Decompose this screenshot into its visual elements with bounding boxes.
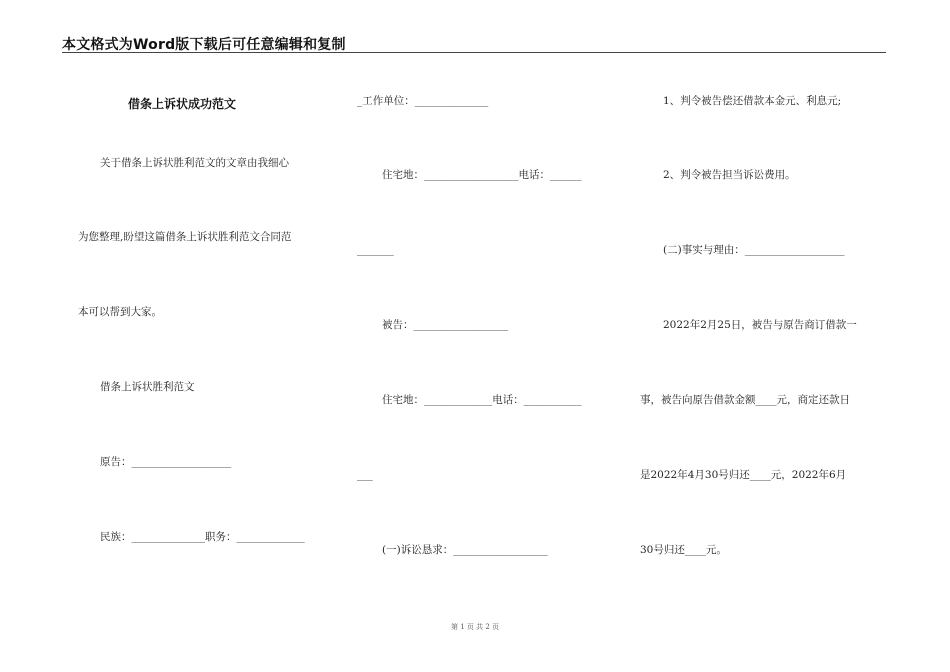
intro-line-2: 为您整理,盼望这篇借条上诉状胜利范文合同范 xyxy=(78,231,292,243)
intro-line-3: 本可以帮到大家。 xyxy=(78,306,162,318)
fact-line-2: 事，被告向原告借款金额____元，商定还款日 xyxy=(640,394,850,406)
fact-line-3: 是2022年4月30号归还____元，2022年6月 xyxy=(640,469,847,481)
document-banner: 本文格式为Word版下载后可任意编辑和复制 xyxy=(62,37,346,53)
short-blank-line: ___ xyxy=(357,469,373,481)
defendant-field: 被告：__________________ xyxy=(382,319,508,331)
intro-line-1: 关于借条上诉状胜利范文的文章由我细心 xyxy=(100,157,289,169)
ethnicity-job-field: 民族：______________职务：_____________ xyxy=(100,531,305,543)
fact-line-1: 2022年2月25日，被告与原告商订借款一 xyxy=(663,319,857,331)
document-title: 借条上诉状成功范文 xyxy=(128,97,237,111)
claim-item-1: 1、判令被告偿还借款本金元、利息元; xyxy=(663,95,842,107)
claims-heading: (一)诉讼恳求：__________________ xyxy=(382,544,548,556)
facts-heading: (二)事实与理由：___________________ xyxy=(663,244,845,256)
residence-phone-field-1: 住宅地：__________________电话：______ xyxy=(382,169,582,181)
blank-line: _______ xyxy=(357,244,394,256)
fact-line-4: 30号归还____元。 xyxy=(640,544,727,556)
claim-item-2: 2、判令被告担当诉讼费用。 xyxy=(663,169,796,181)
residence-phone-field-2: 住宅地：_____________电话：___________ xyxy=(382,394,582,406)
plaintiff-field: 原告：___________________ xyxy=(100,456,232,468)
workplace-field: _工作单位：______________ xyxy=(357,95,489,107)
page-footer: 第 1 页 共 2 页 xyxy=(450,623,500,631)
section-subtitle: 借条上诉状胜利范文 xyxy=(100,381,195,393)
header-divider xyxy=(62,52,886,53)
